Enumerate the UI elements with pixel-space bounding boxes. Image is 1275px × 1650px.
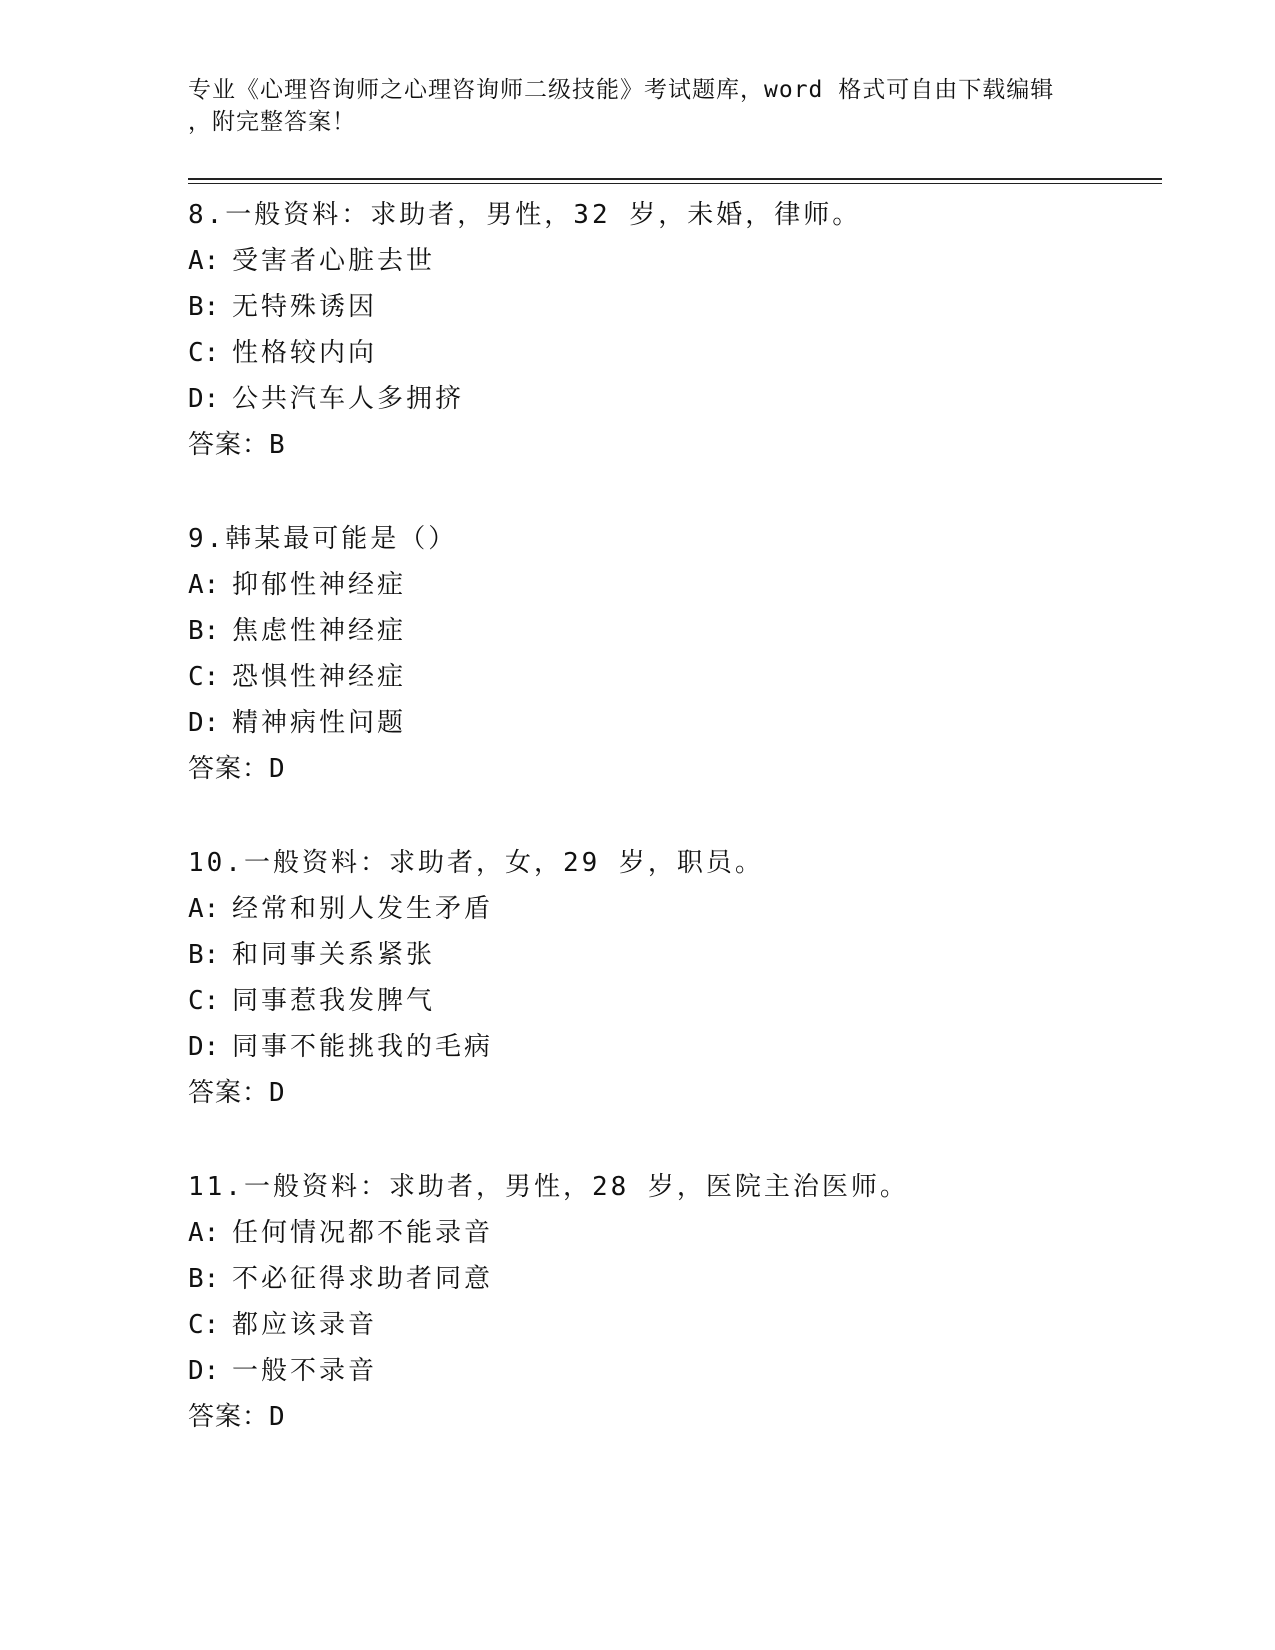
option-a — [188, 562, 1148, 608]
option-text: 精神病性问题 — [232, 708, 407, 738]
answer-line: 答案：D — [188, 1078, 286, 1108]
option-b — [188, 1256, 1148, 1302]
option-text: 受害者心脏去世 — [232, 246, 436, 276]
option-text: 一般不录音 — [232, 1356, 378, 1386]
question-8 — [188, 192, 1148, 468]
header-divider-thick — [188, 178, 1162, 180]
option-text: 不必征得求助者同意 — [232, 1264, 494, 1294]
option-d — [188, 1024, 1148, 1070]
question-9 — [188, 516, 1148, 792]
option-key: D: — [188, 708, 220, 738]
option-key: A: — [188, 894, 220, 924]
answer-line: 答案：D — [188, 1402, 286, 1432]
option-c — [188, 330, 1148, 376]
option-d — [188, 700, 1148, 746]
question-10 — [188, 840, 1148, 1116]
option-text: 任何情况都不能录音 — [232, 1218, 494, 1248]
answer-line: 答案：B — [188, 430, 286, 460]
header-line-1: 专业《心理咨询师之心理咨询师二级技能》考试题库，word 格式可自由下载编辑 — [188, 77, 1055, 103]
option-key: D: — [188, 1356, 220, 1386]
option-text: 和同事关系紧张 — [232, 940, 436, 970]
document-header — [188, 74, 1088, 138]
option-key: C: — [188, 986, 220, 1016]
option-key: B: — [188, 616, 220, 646]
option-key: A: — [188, 1218, 220, 1248]
option-a — [188, 238, 1148, 284]
option-text: 同事惹我发脾气 — [232, 986, 436, 1016]
option-a — [188, 886, 1148, 932]
option-text: 抑郁性神经症 — [232, 570, 407, 600]
option-key: C: — [188, 662, 220, 692]
option-a — [188, 1210, 1148, 1256]
option-c — [188, 978, 1148, 1024]
option-b — [188, 932, 1148, 978]
option-key: D: — [188, 384, 220, 414]
option-text: 性格较内向 — [232, 338, 378, 368]
option-key: A: — [188, 570, 220, 600]
question-11 — [188, 1164, 1148, 1440]
option-b — [188, 284, 1148, 330]
option-key: D: — [188, 1032, 220, 1062]
option-text: 焦虑性神经症 — [232, 616, 407, 646]
option-text: 无特殊诱因 — [232, 292, 378, 322]
option-b — [188, 608, 1148, 654]
question-stem: 10.一般资料：求助者，女，29 岁，职员。 — [188, 848, 764, 878]
option-key: B: — [188, 1264, 220, 1294]
option-key: A: — [188, 246, 220, 276]
option-key: C: — [188, 338, 220, 368]
question-stem: 8.一般资料：求助者，男性，32 岁，未婚，律师。 — [188, 200, 862, 230]
question-stem: 11.一般资料：求助者，男性，28 岁，医院主治医师。 — [188, 1172, 909, 1202]
option-text: 都应该录音 — [232, 1310, 378, 1340]
option-text: 恐惧性神经症 — [232, 662, 407, 692]
option-c — [188, 1302, 1148, 1348]
answer-line: 答案：D — [188, 754, 286, 784]
option-key: C: — [188, 1310, 220, 1340]
option-d — [188, 376, 1148, 422]
question-list — [188, 192, 1148, 1488]
header-line-2: ，附完整答案！ — [188, 109, 356, 135]
option-key: B: — [188, 292, 220, 322]
option-text: 同事不能挑我的毛病 — [232, 1032, 494, 1062]
option-key: B: — [188, 940, 220, 970]
option-d — [188, 1348, 1148, 1394]
header-divider-thin — [188, 183, 1162, 184]
option-text: 公共汽车人多拥挤 — [232, 384, 465, 414]
question-stem: 9.韩某最可能是（） — [188, 524, 458, 554]
option-text: 经常和别人发生矛盾 — [232, 894, 494, 924]
option-c — [188, 654, 1148, 700]
